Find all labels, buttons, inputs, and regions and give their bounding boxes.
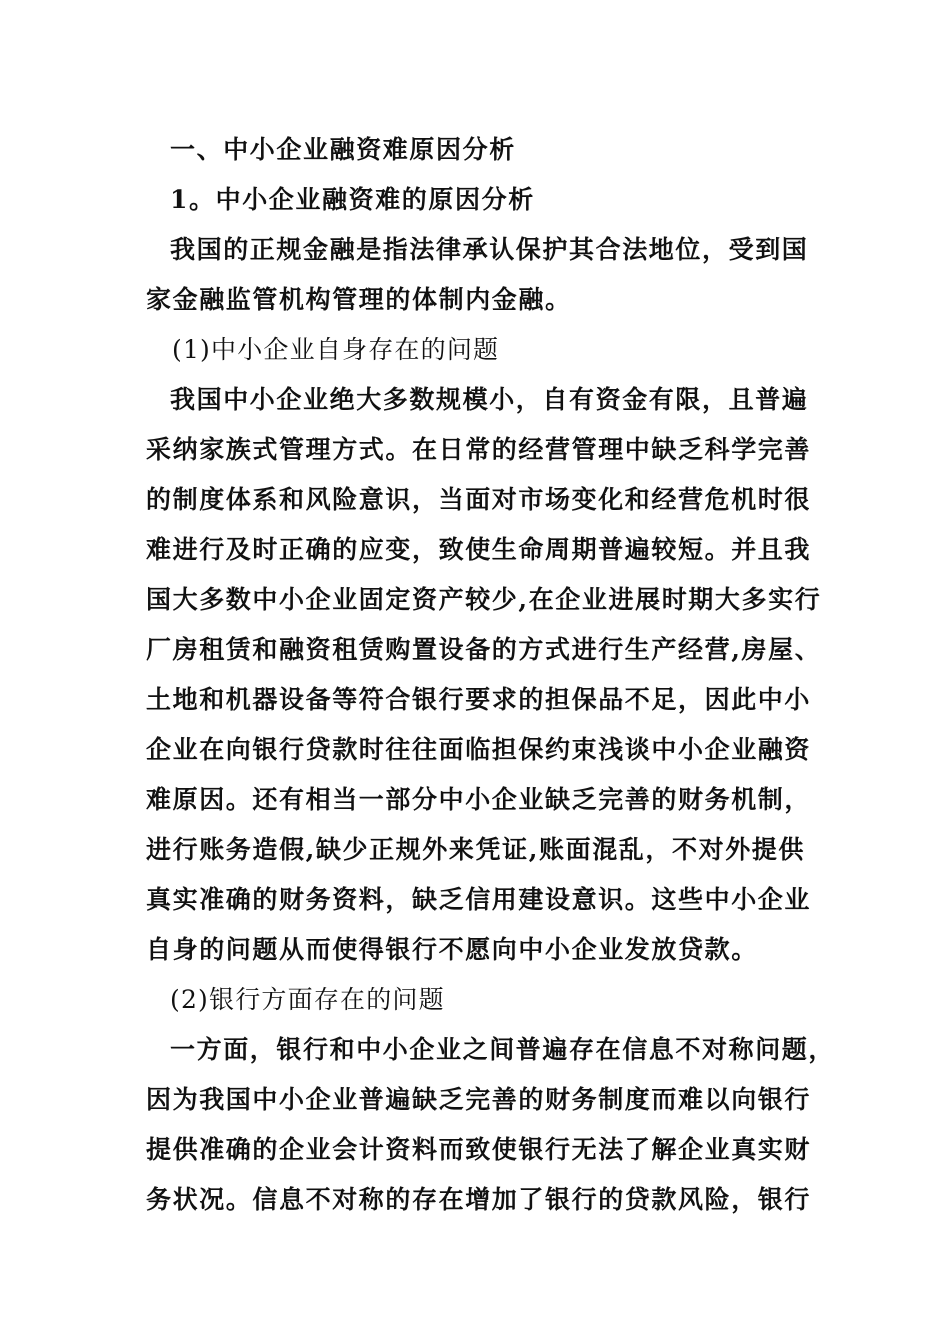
paragraph-line: 采纳家族式管理方式。在日常的经营管理中缺乏科学完善 — [146, 435, 812, 464]
paragraph-line: 国大多数中小企业固定资产较少,在企业进展时期大多实行 — [146, 585, 822, 614]
paragraph-line: 企业在向银行贷款时往往面临担保约束浅谈中小企业融资 — [146, 735, 812, 764]
subheading: (1)中小企业自身存在的问题 — [172, 335, 500, 364]
paragraph-line: 难进行及时正确的应变，致使生命周期普遍较短。并且我 — [146, 535, 812, 564]
paragraph-line: 我国中小企业绝大多数规模小，自有资金有限，且普遍 — [170, 385, 809, 414]
paragraph-line: 的制度体系和风险意识，当面对市场变化和经营危机时很 — [146, 485, 812, 514]
subsection-heading: 1。中小企业融资难的原因分析 — [170, 185, 535, 214]
paragraph-line: 难原因。还有相当一部分中小企业缺乏完善的财务机制， — [146, 785, 812, 814]
paragraph-line: 真实准确的财务资料，缺乏信用建设意识。这些中小企业 — [146, 885, 812, 914]
paragraph-line: 务状况。信息不对称的存在增加了银行的贷款风险，银行 — [146, 1185, 812, 1214]
section-heading: 一、中小企业融资难原因分析 — [170, 135, 516, 164]
paragraph-line: 提供准确的企业会计资料而致使银行无法了解企业真实财 — [146, 1135, 812, 1164]
paragraph-line: 一方面，银行和中小企业之间普遍存在信息不对称问题， — [170, 1035, 836, 1064]
paragraph-line: 家金融监管机构管理的体制内金融。 — [146, 285, 572, 314]
subheading: (2)银行方面存在的问题 — [170, 985, 445, 1014]
paragraph-line: 厂房租赁和融资租赁购置设备的方式进行生产经营,房屋、 — [146, 635, 822, 664]
paragraph-line: 我国的正规金融是指法律承认保护其合法地位，受到国 — [170, 235, 809, 264]
paragraph-line: 土地和机器设备等符合银行要求的担保品不足，因此中小 — [146, 685, 812, 714]
paragraph-line: 进行账务造假,缺少正规外来凭证,账面混乱，不对外提供 — [146, 835, 806, 864]
paragraph-line: 自身的问题从而使得银行不愿向中小企业发放贷款。 — [146, 935, 758, 964]
paragraph-line: 因为我国中小企业普遍缺乏完善的财务制度而难以向银行 — [146, 1085, 812, 1114]
